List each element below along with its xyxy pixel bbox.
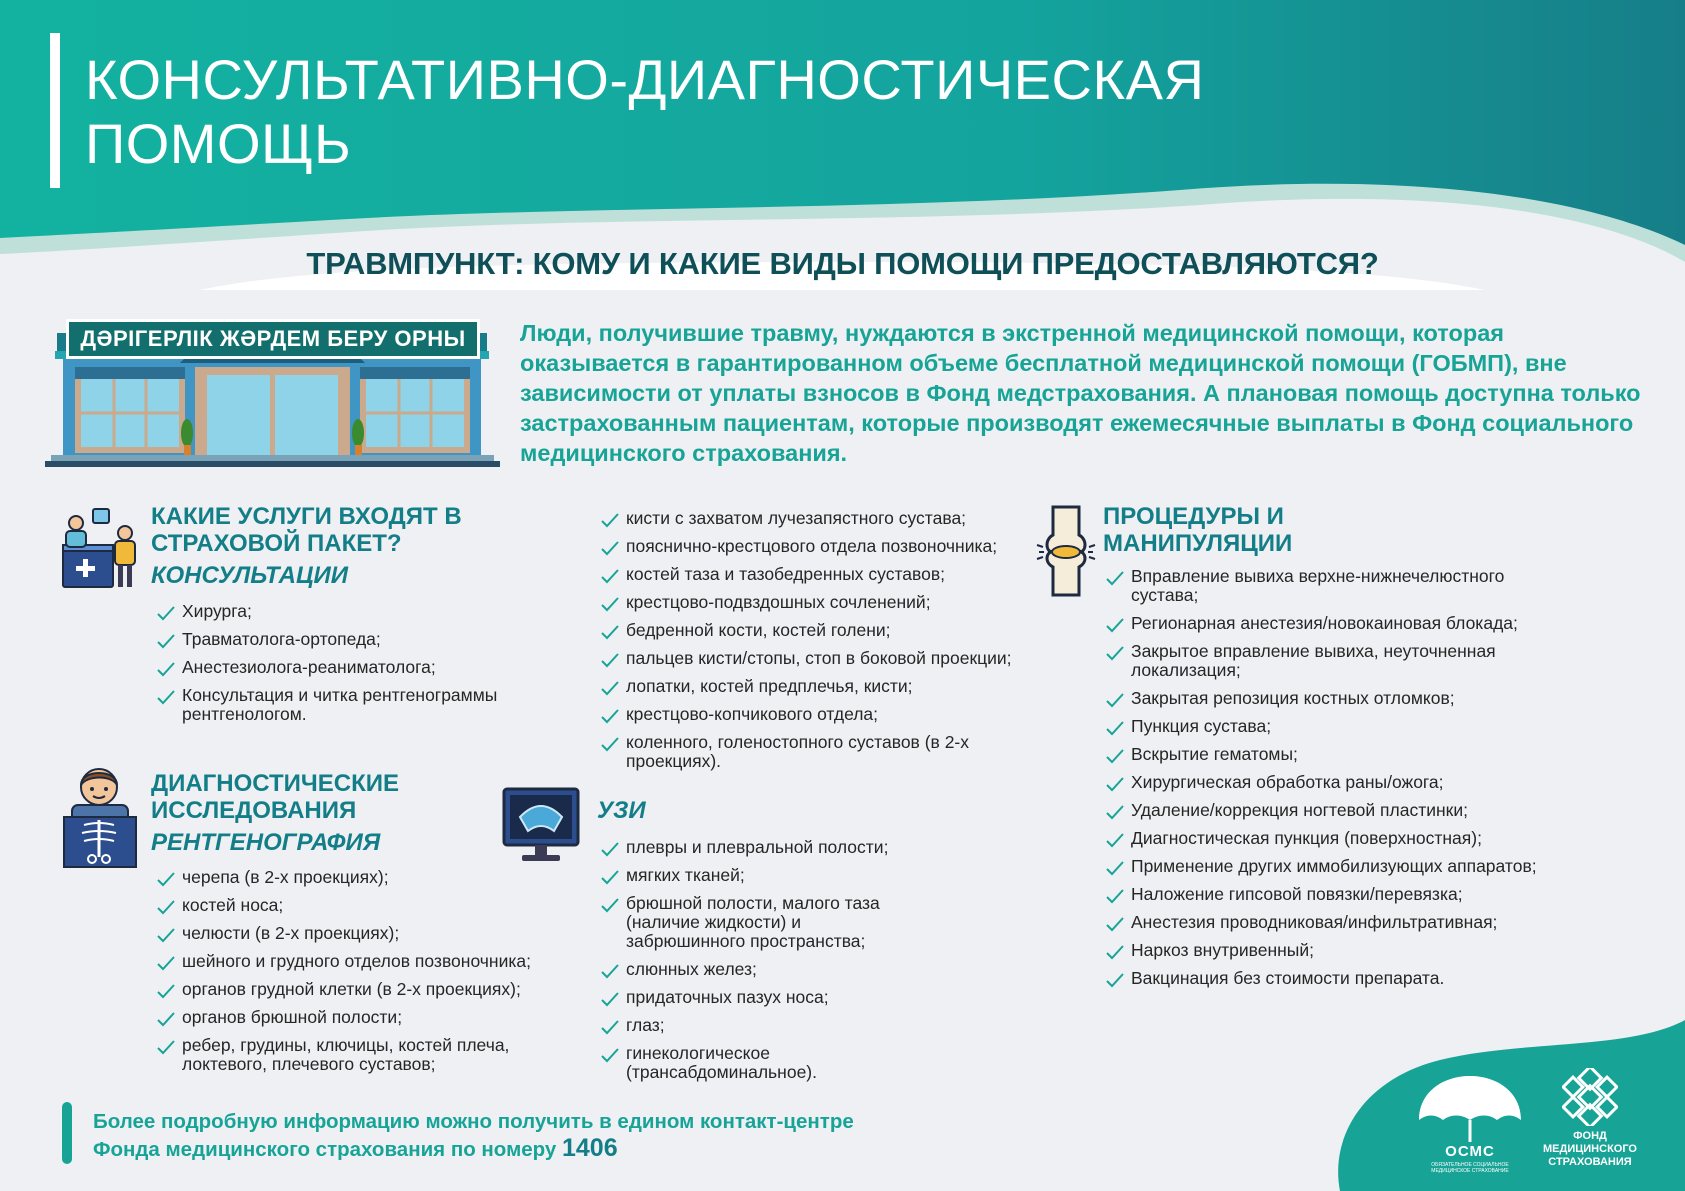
list-item-text: костей таза и тазобедренных суставов; <box>626 564 946 584</box>
check-icon <box>1105 691 1125 709</box>
fund-logo-text: ФОНД МЕДИЦИНСКОГО СТРАХОВАНИЯ <box>1543 1130 1637 1168</box>
check-icon <box>600 735 620 753</box>
list-item-text: органов брюшной полости; <box>182 1007 403 1027</box>
check-icon <box>156 870 176 888</box>
list-item <box>156 1008 576 1027</box>
list-item-text: гинекологическое (трансабдоминальное). <box>626 1043 817 1082</box>
check-icon <box>1105 915 1125 933</box>
list-item <box>600 866 920 885</box>
check-icon <box>1105 719 1125 737</box>
check-icon <box>156 604 176 622</box>
list-item-text: Анестезия проводниковая/инфильтративная; <box>1131 912 1498 932</box>
knee-joint-icon <box>1035 505 1097 597</box>
list-item <box>600 537 1050 556</box>
snowflake-logo-icon <box>1562 1068 1618 1126</box>
list-item <box>1105 567 1545 605</box>
list-item-text: Анестезиолога-реаниматолога; <box>182 657 436 677</box>
check-icon <box>156 982 176 1000</box>
check-icon <box>156 1010 176 1028</box>
list-item <box>600 988 920 1007</box>
list-item <box>600 733 1020 771</box>
check-icon <box>600 511 620 529</box>
page-subtitle: ТРАВМПУНКТ: КОМУ И КАКИЕ ВИДЫ ПОМОЩИ ПРЕДОСТАВЛЯЮТСЯ? <box>306 246 1379 281</box>
list-item-text: черепа (в 2-х проекциях); <box>182 867 389 887</box>
check-icon <box>600 707 620 725</box>
osms-logo-subtext: ОБЯЗАТЕЛЬНОЕ СОЦИАЛЬНОЕ МЕДИЦИНСКОЕ СТРАХОВАНИЕ <box>1431 1162 1509 1174</box>
list-item-text: лопатки, костей предплечья, кисти; <box>626 676 913 696</box>
list-item-text: пояснично-крестцового отдела позвоночника; <box>626 536 998 556</box>
check-icon <box>1105 616 1125 634</box>
check-icon <box>1105 644 1125 662</box>
list-item <box>1105 717 1625 736</box>
services-heading: КАКИЕ УСЛУГИ ВХОДЯТ В СТРАХОВОЙ ПАКЕТ? <box>151 503 462 557</box>
check-icon <box>156 954 176 972</box>
ultrasound-list <box>600 838 920 1091</box>
xray-subheading: РЕНТГЕНОГРАФИЯ <box>151 829 381 856</box>
xray-list <box>156 868 576 1083</box>
footer-accent-bar <box>62 1102 72 1164</box>
umbrella-icon <box>1415 1072 1525 1147</box>
list-item-text: глаз; <box>626 1015 665 1035</box>
check-icon <box>1105 569 1125 587</box>
list-item <box>1105 941 1625 960</box>
list-item <box>1105 801 1625 820</box>
list-item-text: брюшной полости, малого таза (наличие жидкости) и забрюшинного пространства; <box>626 893 880 951</box>
list-item-text: костей носа; <box>182 895 284 915</box>
check-icon <box>600 651 620 669</box>
consultations-list <box>156 602 516 733</box>
list-item-text: мягких тканей; <box>626 865 745 885</box>
list-item <box>600 894 920 951</box>
check-icon <box>600 990 620 1008</box>
list-item-text: Закрытая репозиция костных отломков; <box>1131 688 1455 708</box>
list-item <box>156 630 516 649</box>
list-item <box>1105 614 1625 633</box>
list-item <box>156 980 576 999</box>
list-item <box>156 952 576 971</box>
list-item <box>600 649 1050 668</box>
list-item-text: пальцев кисти/стопы, стоп в боковой проекции; <box>626 648 1012 668</box>
building-sign: ДӘРІГЕРЛІК ЖӘРДЕМ БЕРУ ОРНЫ <box>66 319 480 359</box>
check-icon <box>156 1038 176 1056</box>
check-icon <box>600 595 620 613</box>
page-title-line2: ПОМОЩЬ <box>85 112 352 175</box>
check-icon <box>156 898 176 916</box>
list-item-text: слюнных желез; <box>626 959 757 979</box>
list-item <box>600 677 1050 696</box>
list-item <box>1105 913 1625 932</box>
list-item-text: крестцово-подвздошных сочленений; <box>626 592 931 612</box>
list-item-text: шейного и грудного отделов позвоночника; <box>182 951 531 971</box>
page-title-line1: КОНСУЛЬТАТИВНО-ДИАГНОСТИЧЕСКАЯ <box>85 48 1205 111</box>
procedures-heading: ПРОЦЕДУРЫ И МАНИПУЛЯЦИИ <box>1103 503 1293 557</box>
list-item <box>1105 885 1625 904</box>
list-item-text: органов грудной клетки (в 2-х проекциях); <box>182 979 521 999</box>
list-item <box>1105 745 1625 764</box>
xray-continued-list <box>600 509 1050 780</box>
list-item <box>1105 829 1625 848</box>
list-item-text: Травматолога-ортопеда; <box>182 629 381 649</box>
list-item <box>600 838 920 857</box>
check-icon <box>1105 943 1125 961</box>
list-item-text: Вскрытие гематомы; <box>1131 744 1298 764</box>
list-item <box>1105 773 1625 792</box>
check-icon <box>600 1018 620 1036</box>
list-item-text: кисти с захватом лучезапястного сустава; <box>626 508 967 528</box>
list-item-text: Консультация и читка рентгенограммы рентгенологом. <box>182 685 498 724</box>
list-item <box>1105 689 1625 708</box>
check-icon <box>1105 775 1125 793</box>
list-item-text: Пункция сустава; <box>1131 716 1272 736</box>
list-item <box>600 960 920 979</box>
check-icon <box>156 660 176 678</box>
list-item <box>600 1016 920 1035</box>
check-icon <box>1105 803 1125 821</box>
list-item <box>600 621 1050 640</box>
check-icon <box>156 688 176 706</box>
list-item <box>156 658 516 677</box>
list-item-text: Наложение гипсовой повязки/перевязка; <box>1131 884 1463 904</box>
list-item-text: бедренной кости, костей голени; <box>626 620 891 640</box>
intro-paragraph: Люди, получившие травму, нуждаются в экстренной медицинской помощи, которая оказывается в гарантированном объеме бесплатной медицинской помощи (ГОБМП), вне зависимости от уплаты взносов в Фонд медстрахования. А плановая помощь доступна только застрахованным пациентам, которые производят ежемесячные выплаты в Фонд социального медицинского страхования. <box>520 320 1641 466</box>
title-accent-bar <box>50 33 60 188</box>
list-item-text: Диагностическая пункция (поверхностная); <box>1131 828 1482 848</box>
list-item <box>156 1036 576 1074</box>
list-item-text: коленного, голеностопного суставов (в 2-х проекциях). <box>626 732 970 771</box>
ultrasound-subheading: УЗИ <box>597 797 646 824</box>
list-item-text: Вакцинация без стоимости препарата. <box>1131 968 1445 988</box>
xray-patient-icon <box>62 765 137 870</box>
check-icon <box>600 840 620 858</box>
list-item-text: Удаление/коррекция ногтевой пластинки; <box>1131 800 1468 820</box>
check-icon <box>156 926 176 944</box>
list-item <box>600 1044 840 1082</box>
list-item <box>156 602 516 621</box>
footer-contact-text <box>93 1109 913 1163</box>
list-item-text: Регионарная анестезия/новокаиновая блокада; <box>1131 613 1518 633</box>
list-item-text: Применение других иммобилизующих аппаратов; <box>1131 856 1537 876</box>
check-icon <box>600 1046 620 1064</box>
check-icon <box>600 567 620 585</box>
check-icon <box>1105 831 1125 849</box>
list-item-text: Наркоз внутривенный; <box>1131 940 1314 960</box>
list-item <box>600 509 1050 528</box>
list-item <box>1105 969 1625 988</box>
list-item-text: придаточных пазух носа; <box>626 987 829 1007</box>
footer-line2: Фонда медицинского страхования по номеру <box>93 1138 557 1161</box>
list-item-text: плевры и плевральной полости; <box>626 837 889 857</box>
doctor-reception-icon <box>58 507 143 592</box>
list-item-text: Закрытое вправление вывиха, неуточненная локализация; <box>1131 641 1496 680</box>
check-icon <box>1105 747 1125 765</box>
list-item-text: Хирургическая обработка раны/ожога; <box>1131 772 1444 792</box>
check-icon <box>156 632 176 650</box>
list-item-text: крестцово-копчикового отдела; <box>626 704 879 724</box>
list-item <box>600 565 1050 584</box>
list-item <box>156 924 576 943</box>
page-title <box>85 48 1385 176</box>
diagnostics-heading: ДИАГНОСТИЧЕСКИЕ ИССЛЕДОВАНИЯ <box>151 770 400 824</box>
osms-logo-text: ОСМС <box>1445 1143 1495 1160</box>
check-icon <box>1105 971 1125 989</box>
list-item <box>600 705 1050 724</box>
list-item-text: челюсти (в 2-х проекциях); <box>182 923 400 943</box>
list-item <box>600 593 1050 612</box>
list-item-text: Вправление вывиха верхне-нижнечелюстного сустава; <box>1131 566 1505 605</box>
check-icon <box>600 896 620 914</box>
list-item <box>156 896 576 915</box>
list-item <box>156 686 516 724</box>
ultrasound-monitor-icon <box>502 787 580 865</box>
check-icon <box>600 868 620 886</box>
procedures-list <box>1105 567 1625 997</box>
contact-phone-number: 1406 <box>562 1134 618 1162</box>
check-icon <box>600 679 620 697</box>
check-icon <box>600 539 620 557</box>
check-icon <box>1105 859 1125 877</box>
list-item <box>1105 642 1525 680</box>
list-item <box>156 868 576 887</box>
footer-line1: Более подробную информацию можно получить в едином контакт-центре <box>93 1110 854 1133</box>
check-icon <box>600 962 620 980</box>
list-item-text: Хирурга; <box>182 601 252 621</box>
check-icon <box>600 623 620 641</box>
check-icon <box>1105 887 1125 905</box>
list-item-text: ребер, грудины, ключицы, костей плеча, локтевого, плечевого суставов; <box>182 1035 510 1074</box>
list-item <box>1105 857 1625 876</box>
consultations-subheading: КОНСУЛЬТАЦИИ <box>151 562 348 589</box>
